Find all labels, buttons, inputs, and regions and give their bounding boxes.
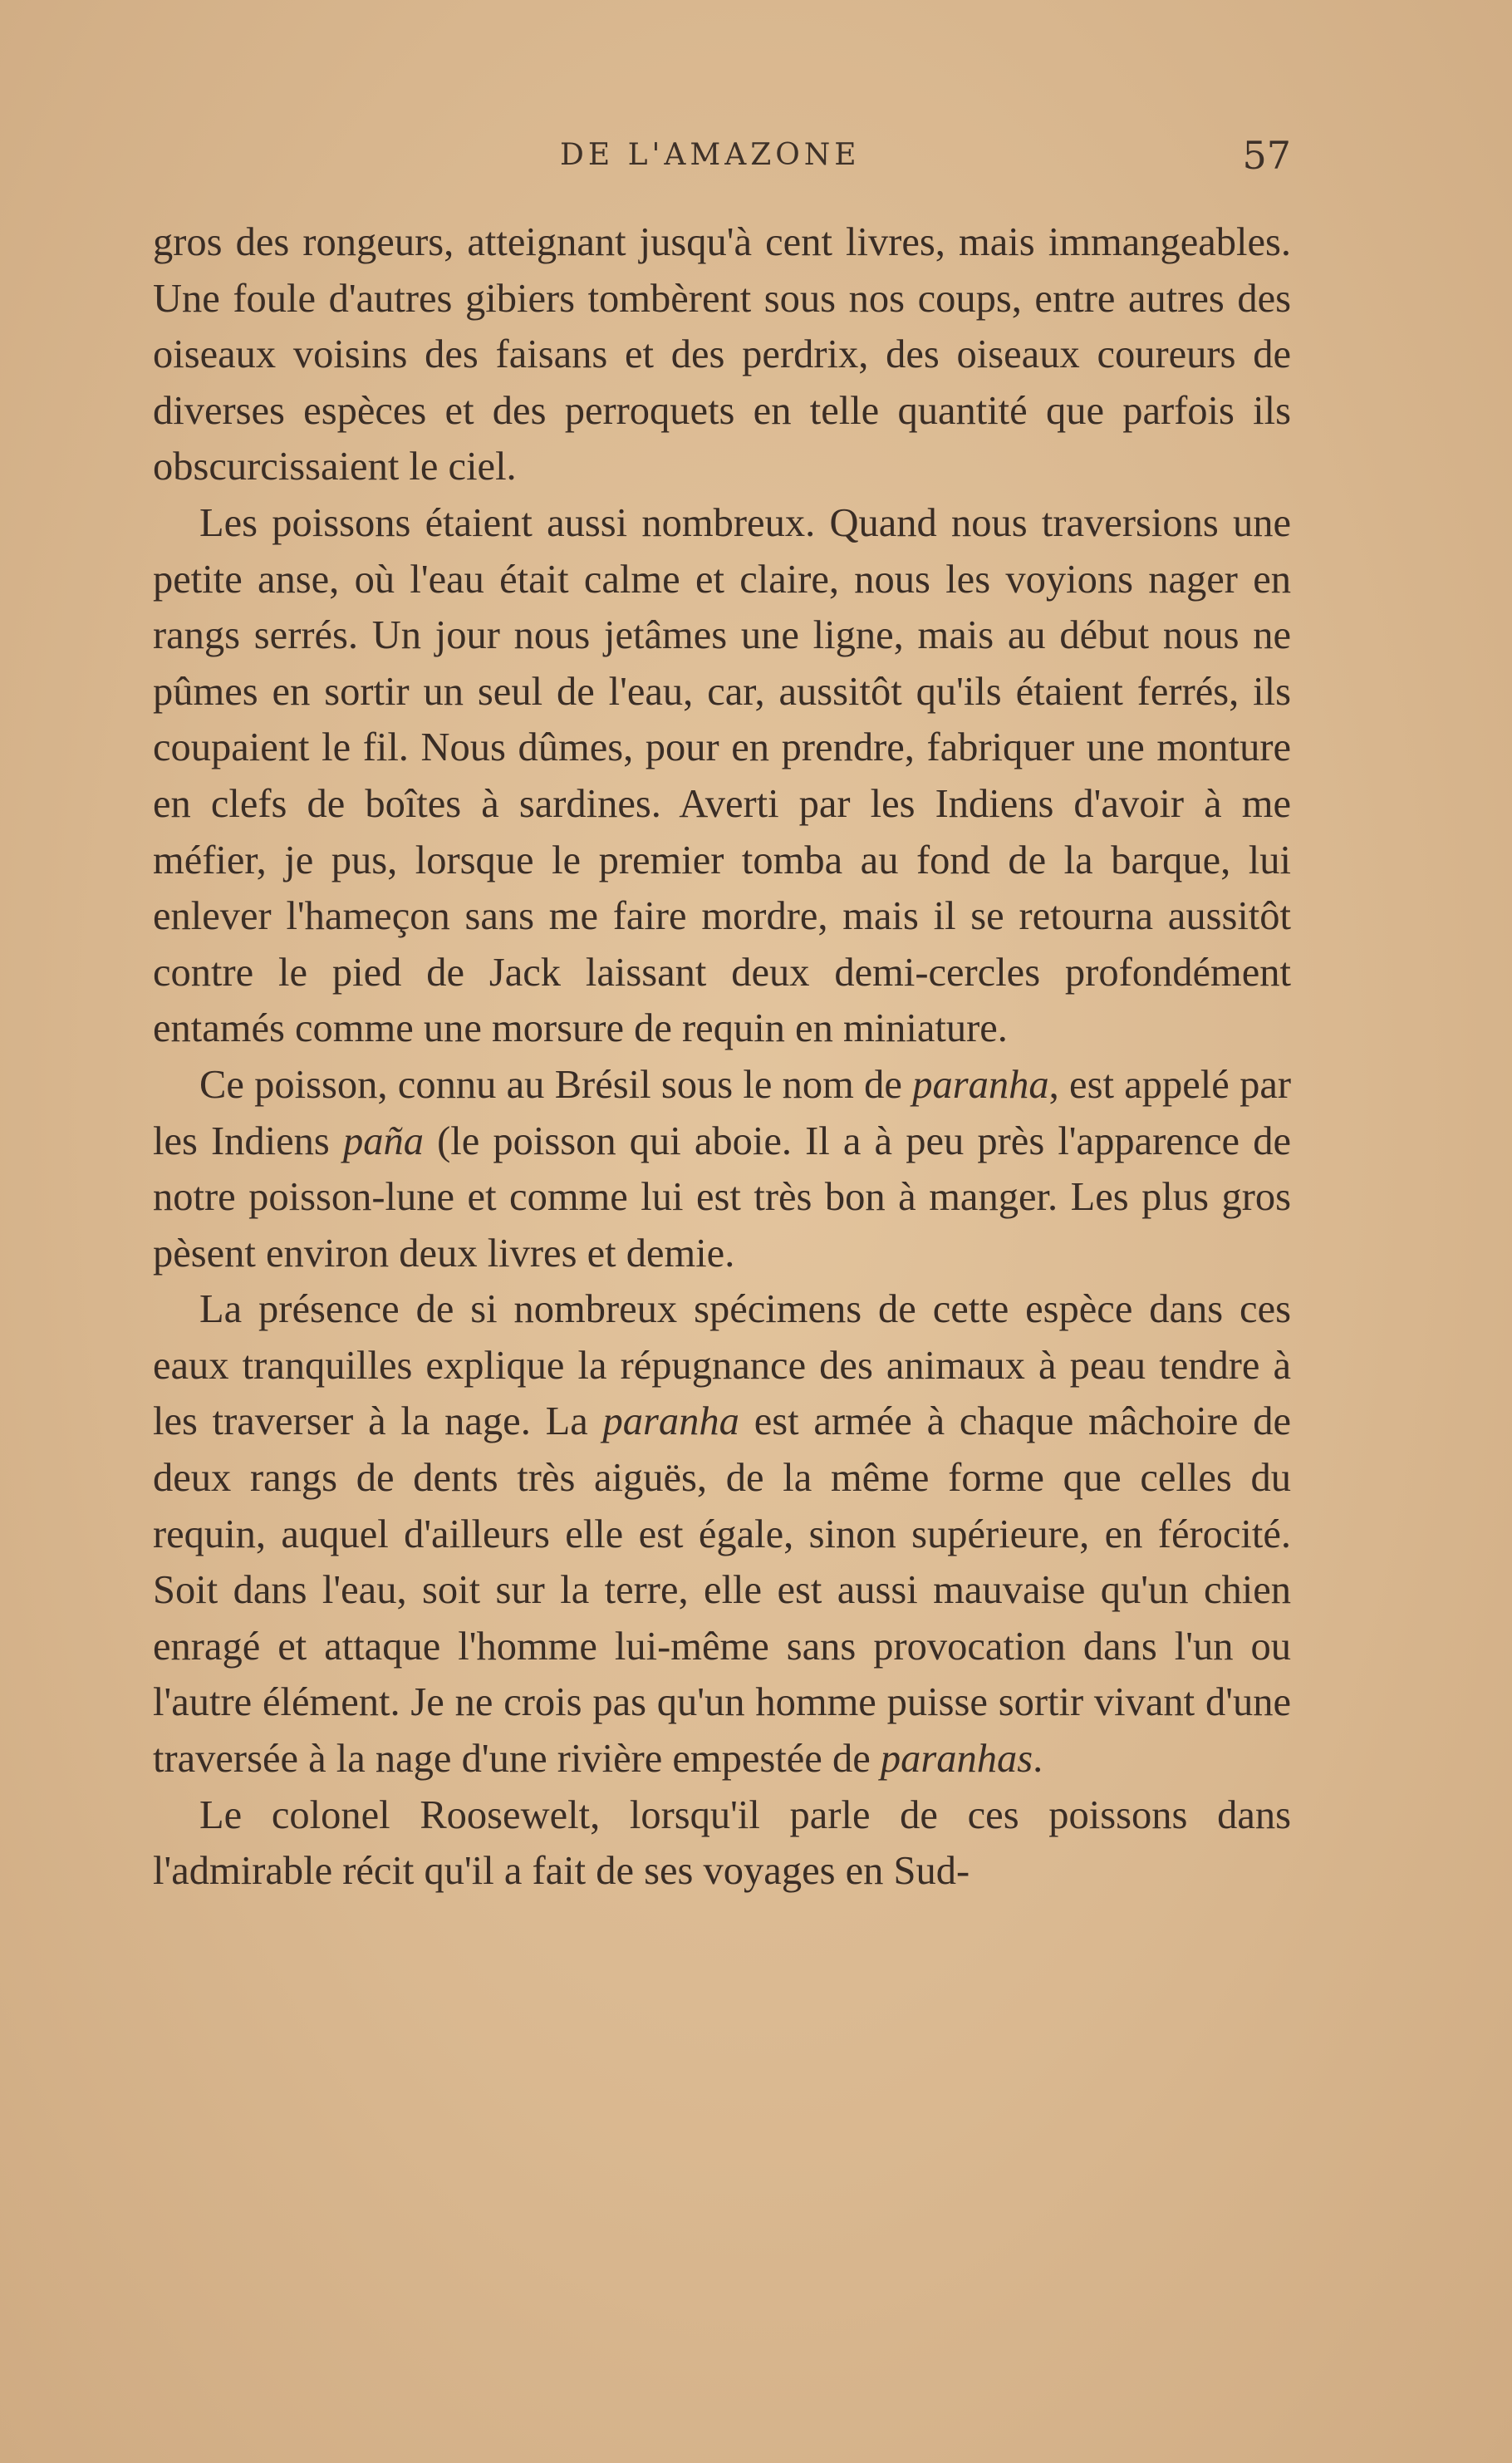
text-run: gros des rongeurs, atteignant jusqu'à cent livres, mais immangeables. Une foule d'autres gibiers tombèrent sous nos coups, entre autres des oiseaux voisins des faisans et des perdrix, des oiseaux coureurs de diverses espèces et des perroquets en telle quantité que parfois ils obscurcissaient le ciel. bbox=[153, 220, 1291, 489]
italic-term: paranha bbox=[602, 1399, 739, 1444]
italic-term: paranhas bbox=[880, 1737, 1033, 1782]
text-run: , est appelé par les Indiens bbox=[153, 1062, 1291, 1163]
text-run: Les poissons étaient aussi nombreux. Quand nous traversions une petite anse, où l'eau était calme et claire, nous les voyions nager en rangs serrés. Un jour nous jetâmes une ligne, mais au début nous ne pûmes en sortir un seul de l'eau, car, aussitôt qu'ils étaient ferrés, ils coupaient le fil. Nous dûmes, pour en prendre, fabriquer une monture en clefs de boîtes à sardines. Averti par les Indiens d'avoir à me méfier, je pus, lorsque le premier tomba au fond de la barque, lui enlever l'hameçon sans me faire mordre, mais il se retourna aussitôt contre le pied de Jack laissant deux demi-cercles profondément entamés comme une morsure de requin en miniature. bbox=[153, 500, 1291, 1051]
text-run: est armée à chaque mâchoire de deux rangs de dents très aiguës, de la même forme que celles du requin, auquel d'ailleurs elle est égale, sinon supérieure, en férocité. Soit dans l'eau, soit sur la terre, elle est aussi mauvaise qu'un chien enragé et attaque l'homme lui-même sans provocation dans l'un ou l'autre élément. Je ne crois pas qu'un homme puisse sortir vivant d'une traversée à la nage d'une rivière empestée de bbox=[153, 1399, 1291, 1782]
paragraph bbox=[153, 1787, 1291, 1900]
text-run: (le poisson qui aboie. Il a à peu près l'apparence de notre poisson-lune et comme lui est très bon à manger. Les plus gros pèsent environ deux livres et demie. bbox=[153, 1118, 1291, 1276]
text-run: La présence de si nombreux spécimens de cette espèce dans ces eaux tranquilles explique la répugnance des animaux à peau tendre à les traverser à la nage. La bbox=[153, 1287, 1291, 1444]
running-title: DE L'AMAZONE bbox=[560, 138, 861, 172]
text-run: . bbox=[1033, 1737, 1043, 1782]
body-text bbox=[153, 214, 1291, 1900]
text-run: Ce poisson, connu au Brésil sous le nom de bbox=[199, 1062, 913, 1107]
italic-term: paña bbox=[342, 1118, 424, 1163]
text-run: Le colonel Roosewelt, lorsqu'il parle de ces poissons dans l'admirable récit qu'il a fait de ses voyages en Sud- bbox=[153, 1792, 1291, 1894]
page-number: 57 bbox=[1242, 133, 1291, 178]
paragraph bbox=[153, 495, 1291, 1057]
paragraph bbox=[153, 214, 1291, 495]
paragraph bbox=[153, 1281, 1291, 1787]
paragraph bbox=[153, 1057, 1291, 1281]
page-header bbox=[153, 133, 1291, 183]
italic-term: paranha bbox=[912, 1062, 1049, 1107]
